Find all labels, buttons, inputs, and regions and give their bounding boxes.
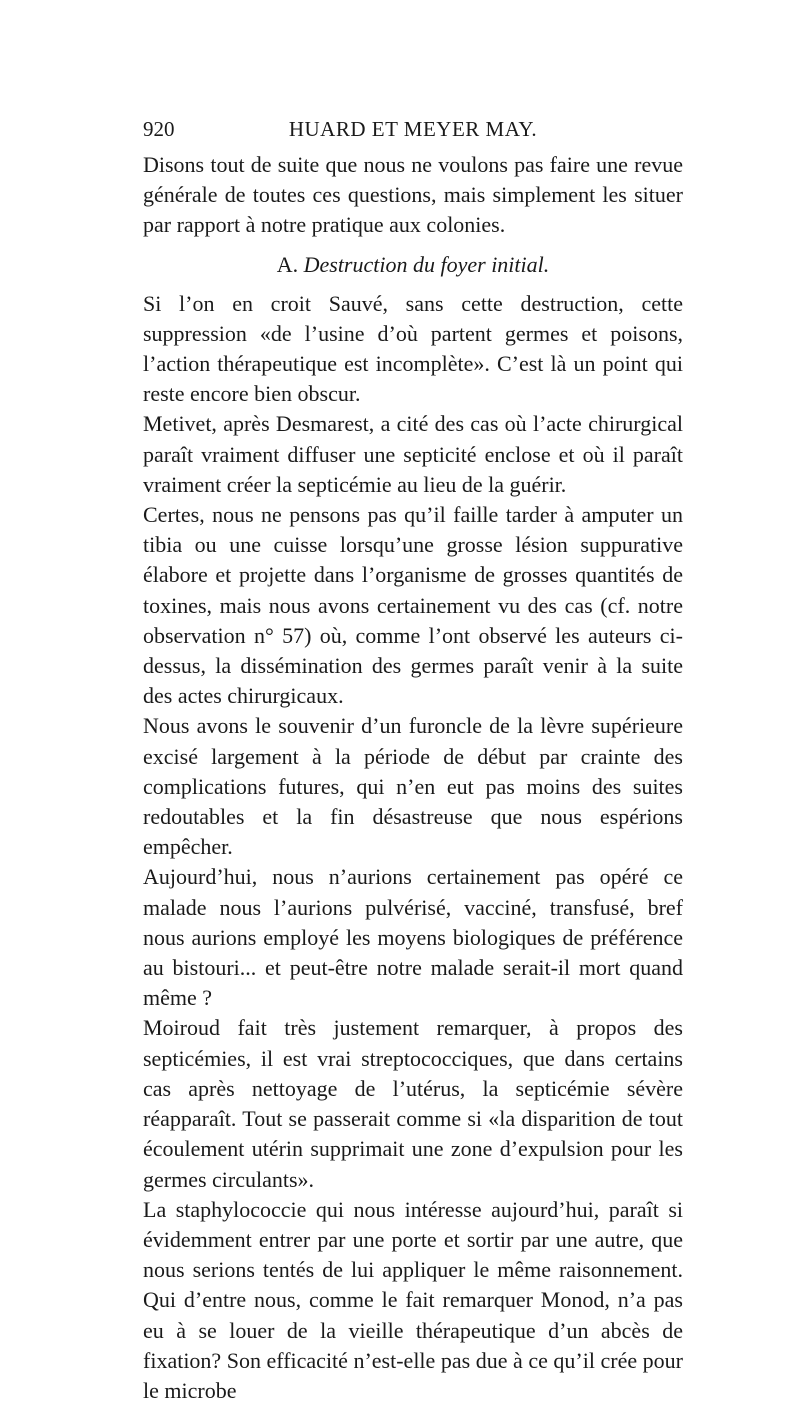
paragraph: Moiroud fait très justement remarquer, à propos des septicémies, il est vrai streptococciques, que dans certains cas après nettoyage de l’utérus, la septicémie sévère réapparaît. Tout se passerait comme si «la disparition de tout écoulement utérin supprimait une zone d’expulsion pour les germes circulants». [143,1015,683,1192]
page-number: 920 [143,117,175,141]
section-heading [143,250,683,280]
paragraph: Si l’on en croit Sauvé, sans cette destruction, cette suppression «de l’usine d’où partent germes et poisons, l’action thérapeutique est incomplète». C’est là un point qui reste encore bien obscur. [143,290,683,407]
paragraph: Metivet, après Desmarest, a cité des cas où l’acte chirurgical paraît vraiment diffuser une septicité enclose et où il paraît vraiment créer la septicémie au lieu de la guérir. [143,411,683,497]
page-header [143,117,683,147]
paragraph: Certes, nous ne pensons pas qu’il faille tarder à amputer un tibia ou une cuisse lorsqu’une grosse lésion suppurative élabore et projette dans l’organisme de grosses quantités de toxines, mais nous avons certainement vu des cas (cf. notre observation n° 57) où, comme l’ont observé les auteurs ci-dessus, la dissémination des germes paraît venir à la suite des actes chirurgicaux. [143,502,683,709]
page-body [143,150,683,1406]
section-title: Destruction du foyer initial. [303,251,550,277]
paragraph: Aujourd’hui, nous n’aurions certainement pas opéré ce malade nous l’aurions pulvérisé, vacciné, transfusé, bref nous aurions employé les moyens biologiques de préférence au bistouri... et peut-être notre malade serait-il mort quand même ? [143,864,683,1011]
paragraph: Nous avons le souvenir d’un furoncle de la lèvre supérieure excisé largement à la période de début par crainte des complications futures, qui n’en eut pas moins des suites redoutables et la fin désastreuse que nous espérions empêcher. [143,713,683,860]
running-head: HUARD ET MEYER MAY. [288,117,538,141]
paragraph: La staphylococcie qui nous intéresse aujourd’hui, paraît si évidemment entrer par une porte et sortir par une autre, que nous serions tentés de lui appliquer le même raisonnement. Qui d’entre nous, comme le fait remarquer Monod, n’a pas eu à se louer de la vieille thérapeutique d’un abcès de fixation? Son efficacité n’est-elle pas due à ce qu’il crée pour le microbe [143,1196,683,1403]
intro-paragraph: Disons tout de suite que nous ne voulons pas faire une revue générale de toutes ces questions, mais simplement les situer par rapport à notre pratique aux colonies. [143,152,683,238]
section-letter: A. [276,251,299,277]
